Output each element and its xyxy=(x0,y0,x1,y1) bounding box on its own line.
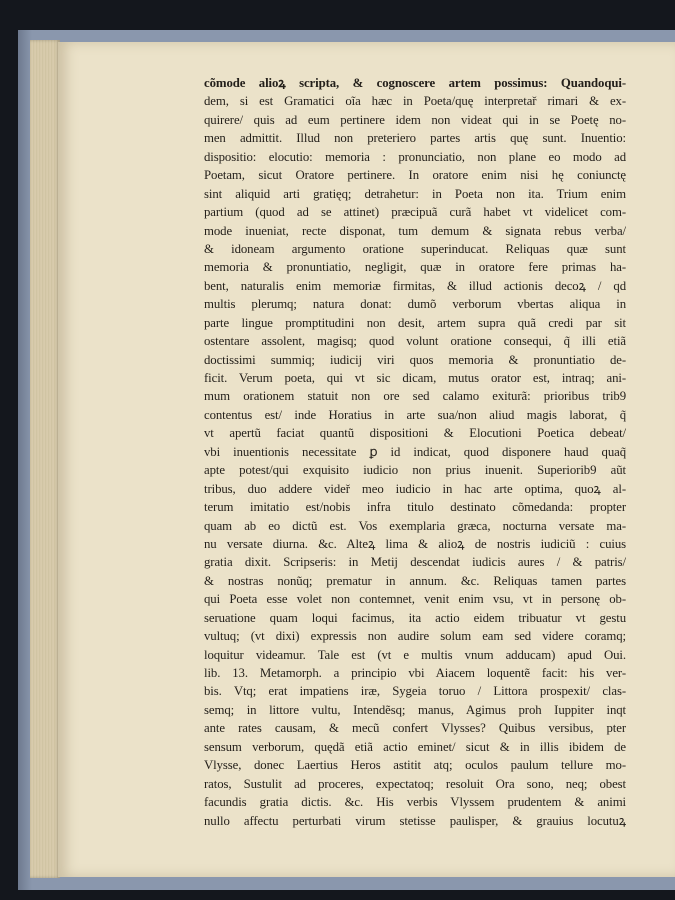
text-line: contentus est/ inde Horatius in arte sua/non aliud magis laborat, q̃ xyxy=(204,407,626,422)
text-line: sensum verborum, quędã etiã actio eminet/ sicut & in illis ibidem de xyxy=(204,739,626,754)
page-edges xyxy=(30,40,60,878)
text-line: tribus, duo addere videř meo iudicio in hac arte optima, quoꝝ al- xyxy=(204,481,626,496)
text-line: & nostras nonũq; prematur in annum. &c. Reliquas tamen partes xyxy=(204,573,626,588)
text-line: partium (quod ad se attinet) præcipuã curã habet vt videlicet com- xyxy=(204,205,626,220)
text-line: sint aliquid arti gratięq; detrahetur: in Poeta non ita. Trium enim xyxy=(204,186,626,201)
text-line: mode inueniat, recte disponat, tum demum & signata rebus verba/ xyxy=(204,223,626,238)
text-line: semq; in littore vultu, Intendẽsq; manus, Agimus proh Iuppiter inqt xyxy=(204,702,626,717)
text-line: dispositio: elocutio: memoria : pronunciatio, non plane eo modo ad xyxy=(204,149,626,164)
text-line: quirere/ quis ad eum pertinere idem non videat qui in se Poetę no- xyxy=(204,112,626,127)
text-line: quam ab eo dictũ est. Vos exemplaria græca, nocturna versate ma- xyxy=(204,518,626,533)
text-line: vbi inuentionis necessitate ꝑ id indicat, quod disponere haud quaq̃ xyxy=(204,444,626,459)
text-line: nu versate diurna. &c. Alteꝝ lima & alioꝝ de nostris iudiciũ : cuius xyxy=(204,536,626,551)
text-line: terum imitatio est/nobis infra titulo destinato cõmedanda: propter xyxy=(204,500,626,515)
text-line: apte potest/qui exquisito iudicio non prius inuenit. Superiorib9 aũt xyxy=(204,463,626,478)
text-line: ratos, Sustulit ad proceres, expectatoq; resoluit Ora sono, neq; obest xyxy=(204,776,626,791)
text-line: ostentare assolent, magisq; quod volunt oratione consequi, q̃ illi etiã xyxy=(204,334,626,349)
text-line: mum orationem statuit non ore sed calamo exiturã: prioribus trib9 xyxy=(204,389,626,404)
text-line: parte lingue promptitudini non desit, artem supra quã credi par sit xyxy=(204,315,626,330)
text-line: gratia dixit. Scripseris: in Metij descendat iudicis aures / & patris/ xyxy=(204,555,626,570)
text-line: loquitur videamur. Tale est (vt e multis vnum adducam) apud Oui. xyxy=(204,647,626,662)
text-line: Poetam, sicut Oratore pertinere. In oratore enim nisi hę coniunctę xyxy=(204,168,626,183)
text-line: & idoneam argumento oratione superinducat. Reliquas quæ sunt xyxy=(204,241,626,256)
text-line: seruatione quam loqui facimus, ita actio eidem tribuatur vt gestu xyxy=(204,610,626,625)
text-line: Vlysse, donec Laertius Heros astitit atq; oculos paulum tellure mo- xyxy=(204,758,626,773)
text-line: cõmode alioꝝ scripta, & cognoscere artem possimus: Quandoqui- xyxy=(204,76,626,90)
text-line: men admittit. Illud non preteriero partes artis quę sunt. Inuentio: xyxy=(204,131,626,146)
text-line: bent, naturalis enim memoriæ firmitas, & illud actionis decoꝝ / qd xyxy=(204,278,626,293)
text-line: nullo affectu perturbati virum stetisse paulisper, & grauius locutuꝝ xyxy=(204,813,626,828)
text-line: dem, si est Gramatici oĩa hæc in Poeta/quę interpretař rimari & ex- xyxy=(204,94,626,109)
text-line: lib. 13. Metamorph. a principio vbi Aiacem loquentẽ facit: his ver- xyxy=(204,666,626,680)
text-line: multis plerumq; natura donat: dumõ verborum vbertas aliqua in xyxy=(204,297,626,312)
text-line: ficit. Verum poeta, qui vt sic dicam, mutus orator est, intraq; ani- xyxy=(204,371,626,385)
latin-text-block xyxy=(204,74,626,830)
text-line: vt apertũ faciat quantũ dispositioni & Elocutioni Poetica debeat/ xyxy=(204,426,626,441)
text-line: ante rates causam, & mecũ confert Vlysses? Quibus versibus, pter xyxy=(204,721,626,736)
text-line: vultuq; (vt dixi) expressis non audire solum eam sed videre coramq; xyxy=(204,629,626,644)
text-line: qui Poeta esse volet non contemnet, venit enim vsu, vt in personę ob- xyxy=(204,592,626,607)
text-line: bis. Vtq; erat impatiens iræ, Sygeia toruo / Littora prospexit/ clas- xyxy=(204,684,626,699)
text-line: memoria & pronuntiatio, negligit, quæ in oratore fere primas ha- xyxy=(204,260,626,275)
text-line: facundis gratia dictis. &c. His verbis Vlyssem prudentem & animi xyxy=(204,795,626,810)
text-line: doctissimi summiq; iudicij viri quos memoria & pronuntiatio de- xyxy=(204,352,626,367)
